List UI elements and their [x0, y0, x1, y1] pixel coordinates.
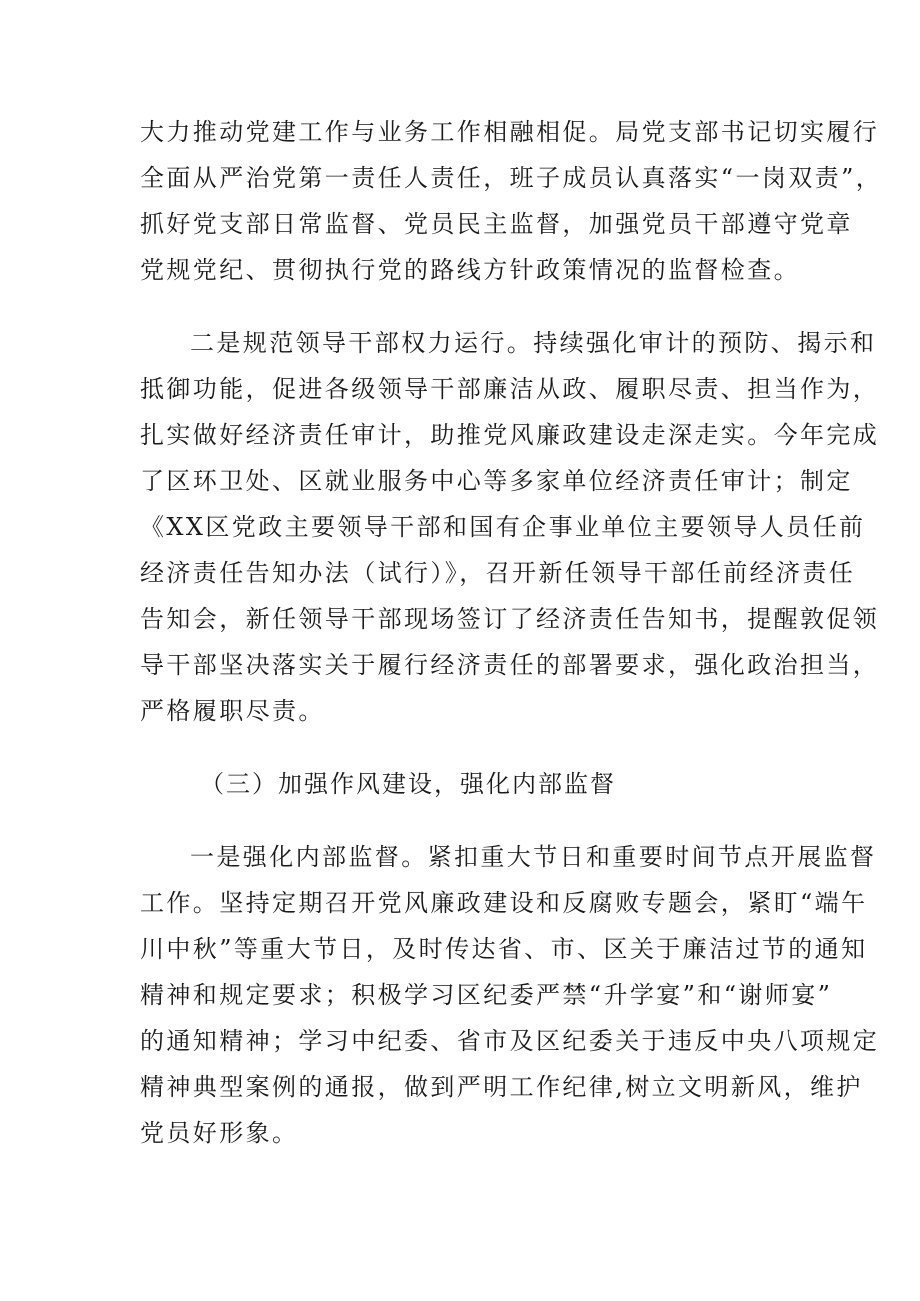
- paragraph-3-line-6: 精神典型案例的通报，做到严明工作纪律,树立文明新风，维护: [140, 1073, 863, 1101]
- paragraph-1-line-3: 抓好党支部日常监督、党员民主监督，加强党员干部遵守党章: [140, 210, 853, 238]
- paragraph-1-line-2: 全面从严治党第一责任人责任，班子成员认真落实“一岗双责”，: [140, 164, 883, 192]
- section-heading: （三）加强作风建设，强化内部监督: [200, 770, 616, 798]
- paragraph-3-line-5: 的通知精神；学习中纪委、省市及区纪委关于违反中央八项规定: [140, 1027, 880, 1055]
- paragraph-1-line-4: 党规党纪、贯彻执行党的路线方针政策情况的监督检查。: [140, 256, 800, 284]
- paragraph-2-line-7: 告知会，新任领导干部现场签订了经济责任告知书，提醒敦促领: [140, 605, 880, 633]
- paragraph-2-line-2: 抵御功能，促进各级领导干部廉洁从政、履职尽责、担当作为，: [140, 375, 880, 403]
- paragraph-3-line-7: 党员好形象。: [140, 1119, 299, 1147]
- paragraph-2-line-4: 了区环卫处、区就业服务中心等多家单位经济责任审计；制定: [140, 467, 853, 495]
- paragraph-2-line-1: 二是规范领导干部权力运行。持续强化审计的预防、揭示和: [190, 329, 877, 357]
- paragraph-1-line-1: 大力推动党建工作与业务工作相融相促。局党支部书记切实履行: [140, 118, 880, 146]
- paragraph-2-line-3: 扎实做好经济责任审计，助推党风廉政建设走深走实。今年完成: [140, 421, 880, 449]
- paragraph-2-line-5: 《XX区党政主要领导干部和国有企事业单位主要领导人员任前: [140, 513, 866, 541]
- paragraph-2-line-9: 严格履职尽责。: [140, 697, 325, 725]
- paragraph-2-line-8: 导干部坚决落实关于履行经济责任的部署要求，强化政治担当，: [140, 651, 880, 679]
- paragraph-3-line-4: 精神和规定要求；积极学习区纪委严禁“升学宴”和“谢师宴”: [140, 981, 833, 1009]
- paragraph-3-line-3: 川中秋”等重大节日，及时传达省、市、区关于廉洁过节的通知: [140, 935, 868, 963]
- paragraph-2-line-6: 经济责任告知办法（试行）》，召开新任领导干部任前经济责任: [140, 559, 856, 587]
- paragraph-3-line-2: 工作。坚持定期召开党风廉政建设和反腐败专题会，紧盯“端午: [140, 889, 868, 917]
- paragraph-3-line-1: 一是强化内部监督。紧扣重大节日和重要时间节点开展监督: [190, 843, 877, 871]
